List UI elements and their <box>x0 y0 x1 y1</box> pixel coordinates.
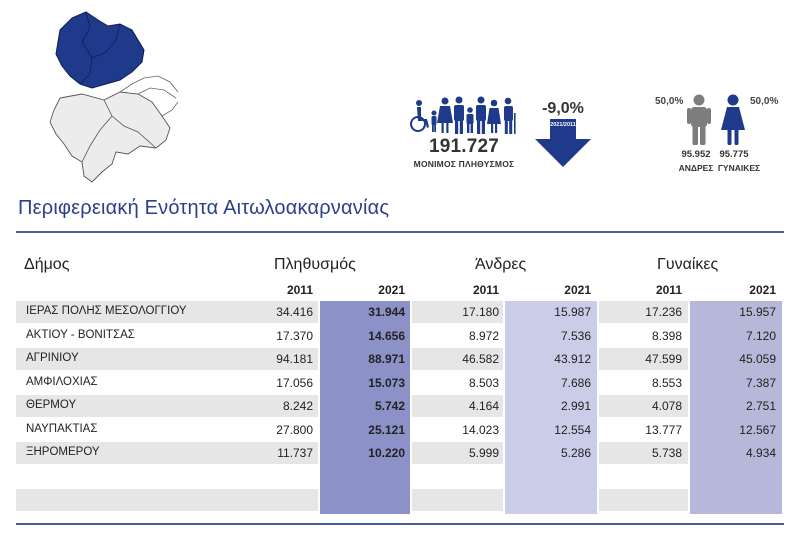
population-summary <box>400 95 528 169</box>
table-row <box>0 395 807 419</box>
header-women-2011: 2011 <box>655 283 682 297</box>
cell-pop-2011: 34.416 <box>276 305 313 319</box>
women-total: 95.775 <box>719 149 749 160</box>
population-change <box>532 100 594 169</box>
man-icon <box>687 94 711 146</box>
header-women-2021: 2021 <box>749 283 776 297</box>
men-total: 95.952 <box>681 149 711 160</box>
municipality-name: ΞΗΡΟΜΕΡΟΥ <box>26 446 100 458</box>
municipality-name: ΑΓΡΙΝΙΟΥ <box>26 352 79 364</box>
header-municipality: Δήμος <box>24 256 70 273</box>
page-title: Περιφερειακή Ενότητα Αιτωλοακαρνανίας <box>18 197 390 219</box>
municipality-name: ΑΜΦΙΛΟΧΙΑΣ <box>26 375 98 388</box>
change-percent: -9,0% <box>542 100 584 117</box>
cell-women-2021: 7.120 <box>745 328 776 343</box>
cell-pop-2011: 11.737 <box>277 446 313 460</box>
row-stripe <box>412 489 503 511</box>
municipality-name: ΙΕΡΑΣ ΠΟΛΗΣ ΜΕΣΟΛΟΓΓΙΟΥ <box>26 305 187 317</box>
table-row <box>0 442 807 466</box>
cell-men-2011: 5.999 <box>468 446 499 460</box>
cell-pop-2021: 88.971 <box>368 352 405 366</box>
men-label: ΑΝΔΡΕΣ <box>678 163 714 173</box>
cell-pop-2021: 10.220 <box>368 446 405 460</box>
cell-women-2021: 15.957 <box>739 305 776 319</box>
table-row <box>0 419 807 443</box>
cell-women-2011: 4.078 <box>651 399 682 413</box>
family-icon <box>409 95 519 135</box>
men-percent: 50,0% <box>655 96 684 107</box>
down-arrow-icon <box>533 119 593 169</box>
cell-men-2021: 15.987 <box>554 305 591 319</box>
header-men: Άνδρες <box>475 256 527 273</box>
cell-pop-2011: 17.056 <box>276 375 313 390</box>
cell-men-2011: 8.503 <box>468 375 499 390</box>
cell-women-2011: 5.738 <box>651 446 682 460</box>
cell-women-2021: 12.567 <box>739 422 776 437</box>
municipality-name: ΝΑΥΠΑΚΤΙΑΣ <box>26 422 98 435</box>
cell-men-2011: 4.164 <box>468 399 499 413</box>
municipality-name: ΑΚΤΙΟΥ - ΒΟΝΙΤΣΑΣ <box>26 328 135 341</box>
header-men-2021: 2021 <box>564 283 591 297</box>
table-row <box>0 301 807 325</box>
region-map <box>20 6 180 184</box>
map-neighbor-region <box>50 92 170 182</box>
table-row <box>0 372 807 396</box>
cell-men-2021: 2.991 <box>560 399 591 413</box>
row-stripe <box>599 489 688 511</box>
cell-pop-2021: 31.944 <box>368 305 405 319</box>
title-divider <box>16 231 784 233</box>
cell-men-2021: 7.536 <box>560 328 591 343</box>
cell-women-2011: 17.236 <box>645 305 682 319</box>
cell-women-2021: 7.387 <box>745 375 776 390</box>
header-pop-2021: 2021 <box>378 283 405 297</box>
cell-women-2021: 4.934 <box>745 446 776 460</box>
table-row <box>0 348 807 372</box>
header-women: Γυναίκες <box>657 256 719 273</box>
cell-women-2011: 8.398 <box>651 328 682 343</box>
cell-men-2011: 17.180 <box>462 305 499 319</box>
cell-men-2011: 8.972 <box>468 328 499 343</box>
cell-women-2011: 8.553 <box>651 375 682 390</box>
women-label: ΓΥΝΑΙΚΕΣ <box>717 163 761 173</box>
cell-pop-2021: 5.742 <box>374 399 405 413</box>
header-pop-2011: 2011 <box>286 283 313 297</box>
population-label: ΜΟΝΙΜΟΣ ΠΛΗΘΥΣΜΟΣ <box>413 159 515 169</box>
cell-men-2021: 12.554 <box>554 422 591 437</box>
municipality-name: ΘΕΡΜΟΥ <box>26 399 77 411</box>
bottom-divider <box>16 523 784 525</box>
cell-pop-2011: 17.370 <box>276 328 313 343</box>
cell-women-2011: 47.599 <box>645 352 682 366</box>
woman-icon <box>720 94 746 146</box>
row-stripe <box>16 489 318 511</box>
change-years: 2021/2011 <box>550 122 576 128</box>
population-total: 191.727 <box>428 136 500 157</box>
header-population: Πληθυσμός <box>274 256 356 273</box>
table-row <box>0 325 807 349</box>
cell-pop-2021: 14.656 <box>368 328 405 343</box>
gender-summary <box>650 92 782 178</box>
cell-men-2021: 5.286 <box>560 446 591 460</box>
cell-pop-2021: 25.121 <box>368 422 405 437</box>
cell-women-2021: 2.751 <box>745 399 776 413</box>
cell-men-2011: 46.582 <box>462 352 499 366</box>
cell-pop-2011: 8.242 <box>282 399 313 413</box>
cell-women-2011: 13.777 <box>645 422 682 437</box>
map-highlighted-region <box>56 12 144 88</box>
women-percent: 50,0% <box>750 96 779 107</box>
cell-men-2021: 43.912 <box>554 352 591 366</box>
header-men-2011: 2011 <box>472 283 499 297</box>
cell-pop-2011: 94.181 <box>276 352 313 366</box>
cell-pop-2011: 27.800 <box>276 422 313 437</box>
cell-men-2021: 7.686 <box>560 375 591 390</box>
cell-pop-2021: 15.073 <box>368 375 405 390</box>
cell-women-2021: 45.059 <box>739 352 776 366</box>
cell-men-2011: 14.023 <box>462 422 499 437</box>
